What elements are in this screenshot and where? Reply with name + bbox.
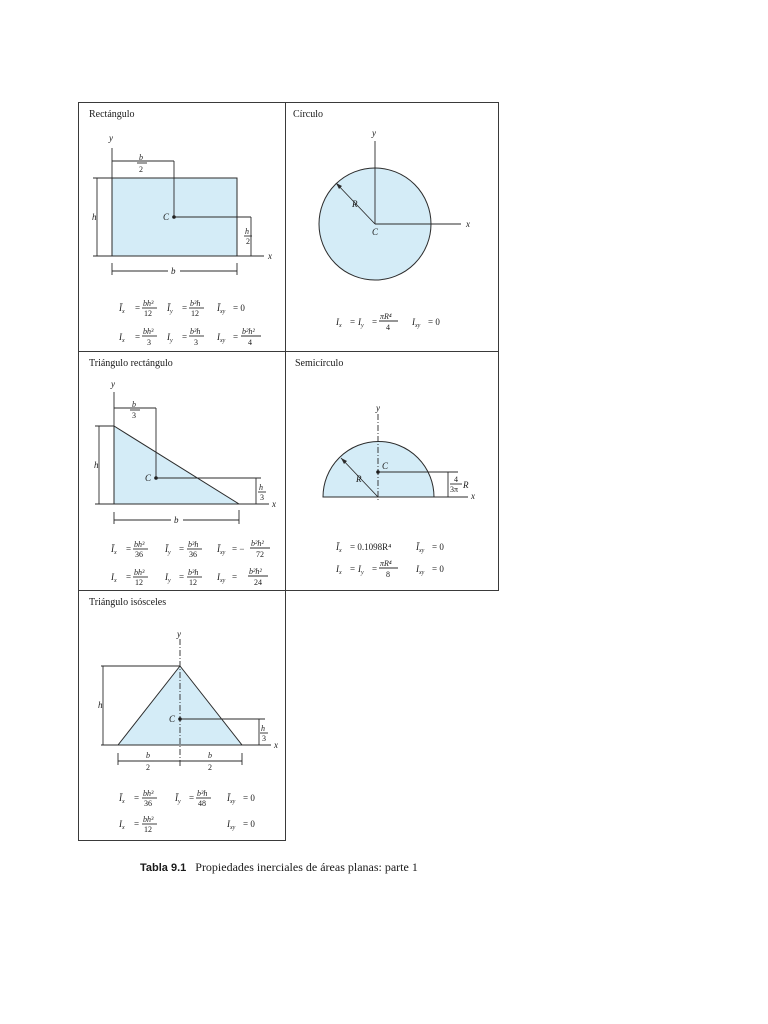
dim-b3-den: 3 <box>132 411 136 420</box>
y-axis-label: y <box>111 379 115 389</box>
svg-text:48: 48 <box>198 799 206 808</box>
right-triangle-shape <box>114 426 239 504</box>
svg-text:= 0: = 0 <box>432 542 444 552</box>
dim-h3-num: h <box>259 483 263 492</box>
svg-text:12: 12 <box>189 578 197 587</box>
svg-text:36: 36 <box>144 799 152 808</box>
svg-text:πR⁴: πR⁴ <box>380 312 392 321</box>
svg-text:b²h²: b²h² <box>242 327 255 336</box>
svg-text:bh³: bh³ <box>143 789 154 798</box>
svg-text:Īx: $Ī_x$ <box>119 303 125 315</box>
svg-text:=: = <box>350 564 356 574</box>
dim-h-label: h <box>92 212 97 222</box>
svg-text:=: = <box>182 303 188 313</box>
cell-right-triangle <box>78 351 286 591</box>
svg-text:12: 12 <box>135 578 143 587</box>
svg-text:Ixy: $I_{xy}$ <box>227 819 236 831</box>
caption-text: Propiedades inerciales de áreas planas: parte 1 <box>195 860 418 874</box>
svg-text:bh³: bh³ <box>143 327 154 336</box>
rect-formula-row-2 <box>118 327 261 347</box>
svg-text:Iy: $I_y$ <box>358 564 364 576</box>
y-axis-label: y <box>109 133 113 143</box>
y-axis-label: y <box>177 629 181 639</box>
y-axis-label: y <box>376 403 380 413</box>
svg-text:Īy: $Ī_y$ <box>165 544 171 556</box>
x-axis-label: x <box>471 491 475 501</box>
svg-text:Īxy: $Ī_{xy}$ <box>227 793 236 805</box>
x-axis-label: x <box>466 219 470 229</box>
svg-text:=: = <box>350 317 356 327</box>
svg-text:36: 36 <box>189 550 197 559</box>
svg-text:=: = <box>232 572 238 582</box>
svg-text:Īx: $Ī_x$ <box>336 542 342 554</box>
svg-text:24: 24 <box>254 578 262 587</box>
svg-text:=: = <box>182 332 188 342</box>
centroid-label: C <box>163 212 170 222</box>
centroid-label: C <box>372 227 379 237</box>
svg-text:36: 36 <box>135 550 143 559</box>
svg-text:Ix: $I_x$ <box>336 564 342 576</box>
semicircle-shape <box>323 442 434 498</box>
dim-b-num: b <box>139 153 143 162</box>
svg-text:4: 4 <box>248 338 252 347</box>
svg-text:b³h: b³h <box>188 568 199 577</box>
cell-title-rectangle: Rectángulo <box>89 109 135 120</box>
svg-text:=: = <box>135 332 141 342</box>
dim-b3-num: b <box>132 400 136 409</box>
svg-text:= −: = − <box>232 544 245 554</box>
cell-semicircle <box>285 351 499 591</box>
caption-label: Tabla 9.1 <box>140 862 187 874</box>
dim-b-full: b <box>174 515 179 525</box>
svg-text:= 0: = 0 <box>233 303 245 313</box>
rtri-formula-row-1 <box>110 539 270 559</box>
semi-formula-row-2 <box>335 559 444 579</box>
iso-formula-row-1 <box>118 789 255 808</box>
svg-text:b³h: b³h <box>190 299 201 308</box>
svg-text:=: = <box>233 332 239 342</box>
dim-h2-den: 2 <box>246 237 250 246</box>
svg-text:b³h: b³h <box>197 789 208 798</box>
svg-text:= 0: = 0 <box>432 564 444 574</box>
svg-text:=: = <box>134 819 140 829</box>
svg-text:Īy: $Ī_y$ <box>175 793 181 805</box>
x-axis-label: x <box>268 251 272 261</box>
centroid-label: C <box>145 473 152 483</box>
y-axis-label: y <box>372 128 376 138</box>
svg-text:Iy: $I_y$ <box>165 572 171 584</box>
dim-h2-num: h <box>245 227 249 236</box>
svg-text:b²h²: b²h² <box>251 539 264 548</box>
cell-circle <box>285 102 499 352</box>
x-axis-label: x <box>274 740 278 750</box>
svg-text:=: = <box>126 572 132 582</box>
cell-title-semicircle: Semicírculo <box>295 358 344 369</box>
centroid-label: C <box>169 714 176 724</box>
svg-text:Ixy: $I_{xy}$ <box>416 564 425 576</box>
svg-text:=: = <box>179 544 185 554</box>
dim-h-label: h <box>94 460 99 470</box>
dim-3pi-den: 3π <box>450 485 459 494</box>
svg-text:Ix: $I_x$ <box>111 572 117 584</box>
svg-text:Ixy: $I_{xy}$ <box>217 332 226 344</box>
svg-text:Īx: $Ī_x$ <box>111 544 117 556</box>
circle-formula-row <box>335 312 440 332</box>
svg-text:bh³: bh³ <box>134 540 145 549</box>
svg-text:=: = <box>135 303 141 313</box>
svg-text:Īy: $Ī_y$ <box>167 303 173 315</box>
dim-h3-num: h <box>261 724 265 733</box>
svg-text:bh³: bh³ <box>134 568 145 577</box>
cell-title-isosceles-triangle: Triángulo isósceles <box>89 597 167 608</box>
svg-text:3: 3 <box>194 338 198 347</box>
rtri-formula-row-2 <box>110 567 268 587</box>
svg-text:b²h²: b²h² <box>249 567 262 576</box>
radius-label: R <box>352 199 358 209</box>
svg-text:Īxy: $Ī_{xy}$ <box>217 544 226 556</box>
dim-h3-den: 3 <box>262 734 266 743</box>
dim-b-full: b <box>171 266 176 276</box>
svg-text:=: = <box>126 544 132 554</box>
dim-b2-right-den: 2 <box>208 763 212 772</box>
svg-text:=: = <box>189 793 195 803</box>
dim-b2-left-den: 2 <box>146 763 150 772</box>
svg-text:Ix: $I_x$ <box>119 332 125 344</box>
svg-text:Ix: $I_x$ <box>119 819 125 831</box>
rectangle-figure <box>79 103 287 353</box>
svg-text:Iy: $I_y$ <box>358 317 364 329</box>
svg-text:=: = <box>372 564 378 574</box>
svg-text:Iy: $I_y$ <box>167 332 173 344</box>
rect-formula-row-1 <box>118 299 245 318</box>
svg-text:Ixy: $I_{xy}$ <box>217 572 226 584</box>
dim-b-den: 2 <box>139 165 143 174</box>
svg-text:=: = <box>134 793 140 803</box>
semicircle-figure <box>286 352 500 592</box>
svg-text:bh³: bh³ <box>143 815 154 824</box>
svg-text:4: 4 <box>386 323 390 332</box>
svg-text:Ix: $I_x$ <box>336 317 342 329</box>
semi-formula-row-1 <box>335 542 444 554</box>
svg-text:=: = <box>372 317 378 327</box>
svg-text:Īxy: $Ī_{xy}$ <box>416 542 425 554</box>
svg-text:bh³: bh³ <box>143 299 154 308</box>
svg-text:πR⁴: πR⁴ <box>380 559 392 568</box>
svg-text:3: 3 <box>147 338 151 347</box>
svg-text:b³h: b³h <box>190 327 201 336</box>
svg-text:Īx: $Ī_x$ <box>119 793 125 805</box>
right-triangle-figure <box>79 352 287 592</box>
cell-title-right-triangle: Triángulo rectángulo <box>89 358 173 369</box>
svg-text:b³h: b³h <box>188 540 199 549</box>
svg-text:Ixy: $I_{xy}$ <box>412 317 421 329</box>
svg-text:8: 8 <box>386 570 390 579</box>
table-caption <box>140 860 418 875</box>
svg-text:Īxy: $Ī_{xy}$ <box>217 303 226 315</box>
cell-rectangle <box>78 102 286 352</box>
dim-4-num: 4 <box>454 475 458 484</box>
dim-b2-left-num: b <box>146 751 150 760</box>
svg-text:72: 72 <box>256 550 264 559</box>
dim-h-label: h <box>98 700 103 710</box>
isosceles-triangle-figure <box>79 591 287 842</box>
svg-text:= 0: = 0 <box>243 793 255 803</box>
circle-figure <box>286 103 500 353</box>
svg-text:=: = <box>179 572 185 582</box>
svg-text:12: 12 <box>144 309 152 318</box>
svg-text:= 0: = 0 <box>243 819 255 829</box>
radius-label: R <box>356 474 362 484</box>
svg-text:= 0.1098R⁴: = 0.1098R⁴ <box>350 542 392 552</box>
cell-isosceles-triangle <box>78 590 286 841</box>
dim-b2-right-num: b <box>208 751 212 760</box>
dim-R: R <box>463 480 469 490</box>
dim-h3-den: 3 <box>260 493 264 502</box>
iso-formula-row-2 <box>118 815 255 834</box>
svg-text:12: 12 <box>144 825 152 834</box>
svg-text:= 0: = 0 <box>428 317 440 327</box>
svg-text:12: 12 <box>191 309 199 318</box>
cell-title-circle: Círculo <box>293 109 323 120</box>
x-axis-label: x <box>272 499 276 509</box>
centroid-label: C <box>382 461 389 471</box>
